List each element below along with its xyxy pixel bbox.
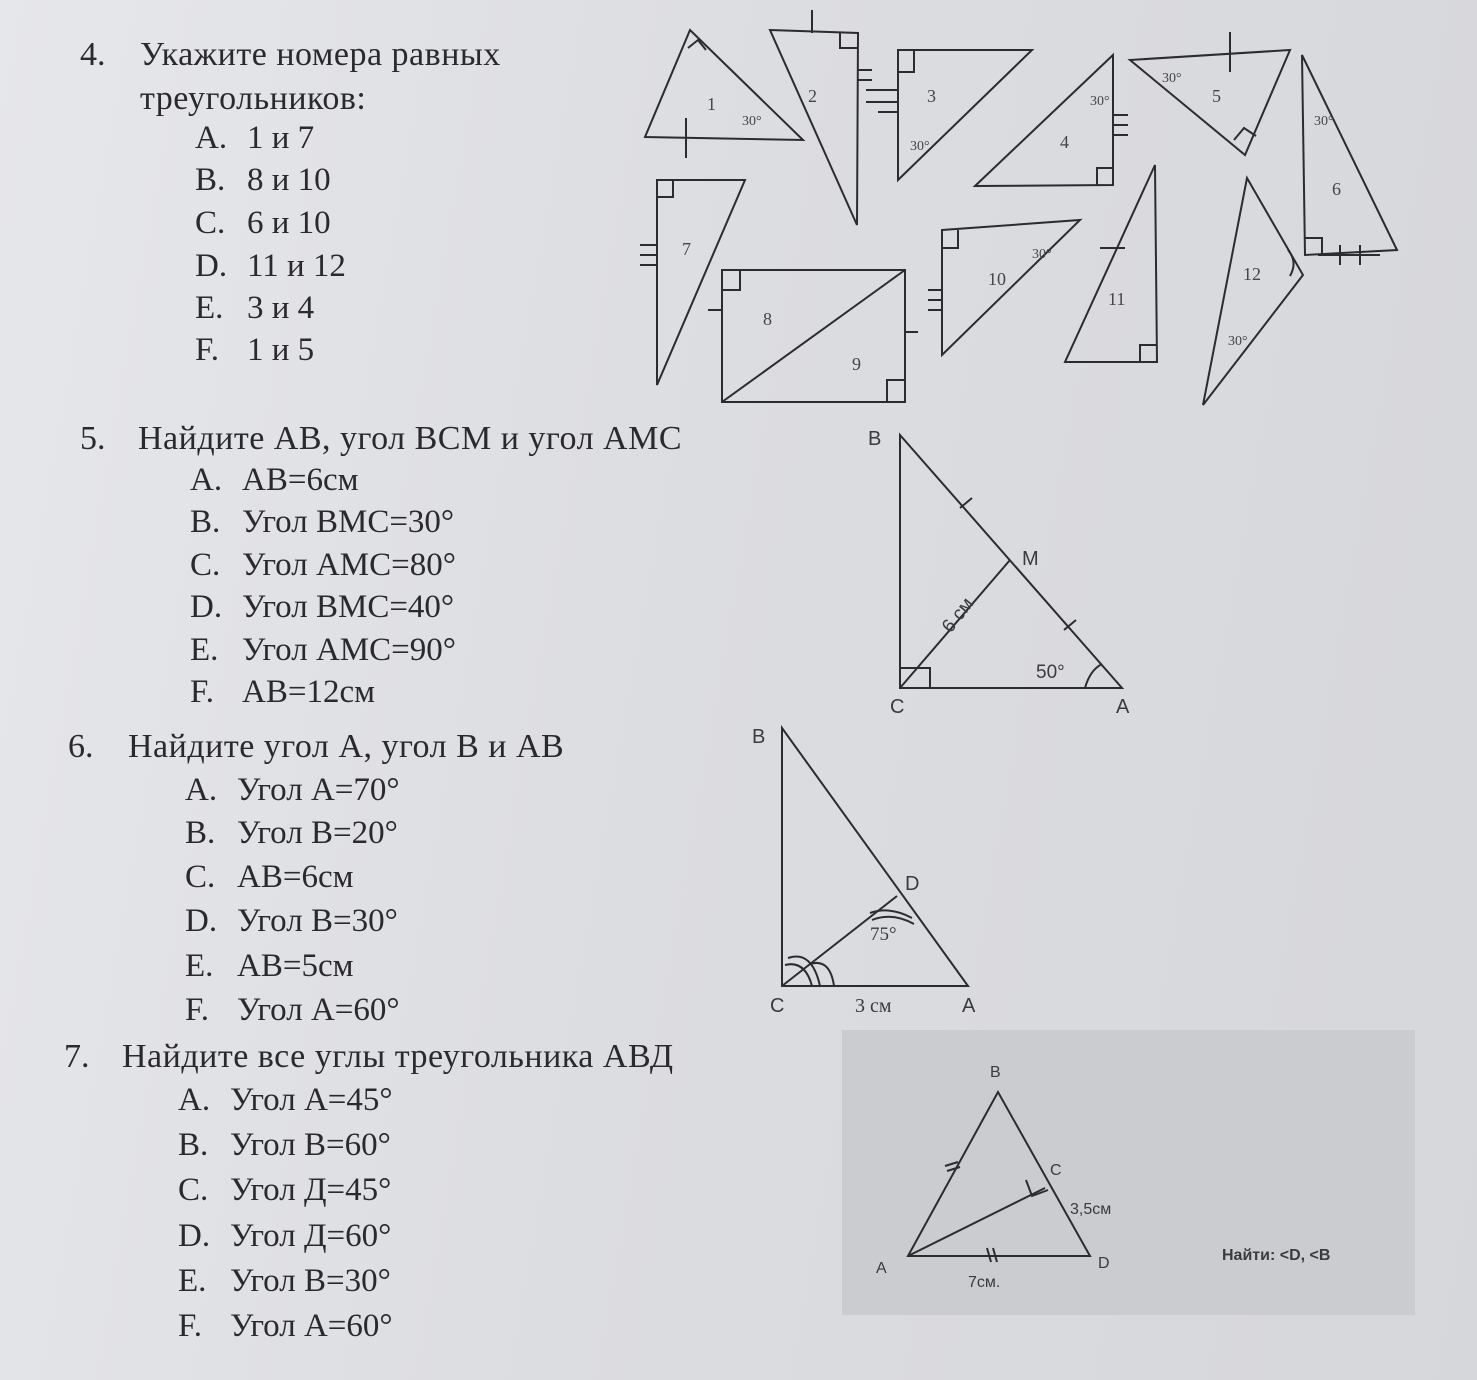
question-4-number: 4.	[80, 36, 106, 73]
option-text: Угол В=30°	[230, 1263, 391, 1299]
right-angle-mark	[1305, 238, 1322, 255]
triangle-5	[1130, 50, 1290, 155]
fig5-label-A: A	[1116, 696, 1130, 718]
option-text: Угол А=45°	[230, 1082, 393, 1118]
option-text: 11 и 12	[247, 248, 346, 284]
option-letter: C.	[195, 205, 226, 241]
option-letter: E.	[195, 290, 224, 326]
question-4-title-line1: Укажите номера равных	[140, 36, 501, 73]
option-text: 6 и 10	[247, 205, 331, 241]
option-letter: F.	[190, 674, 214, 710]
option-letter: F.	[185, 992, 209, 1028]
fig6-label-B: B	[752, 726, 766, 748]
question-5-title: Найдите AB, угол BCM и угол AMC	[138, 420, 682, 457]
option-letter: A.	[185, 772, 218, 808]
option-letter: A.	[195, 120, 228, 156]
option-letter: B.	[185, 815, 216, 851]
fig5-label-C: C	[890, 696, 905, 718]
fig7-label-A: A	[876, 1260, 887, 1277]
option-text: Угол AMC=80°	[242, 547, 456, 583]
option-letter: D.	[178, 1218, 211, 1254]
fig4-label-12: 12	[1243, 264, 1261, 284]
fig4-angle-10: 30°	[1032, 247, 1052, 262]
fig4-label-9: 9	[852, 354, 861, 374]
option-text: Угол А=60°	[230, 1308, 393, 1344]
option-letter: C.	[185, 859, 216, 895]
figure-5-triangle	[900, 435, 1122, 688]
option-letter: B.	[178, 1127, 209, 1163]
question-6-number: 6.	[68, 728, 94, 765]
fig4-label-3: 3	[927, 86, 936, 106]
question-7-number: 7.	[64, 1038, 90, 1075]
right-angle-mark	[898, 50, 914, 72]
right-angle-mark	[657, 180, 673, 197]
option-text: 8 и 10	[247, 162, 331, 198]
option-letter: B.	[195, 162, 226, 198]
fig4-angle-12: 30°	[1228, 334, 1248, 349]
option-text: 3 и 4	[247, 290, 315, 326]
option-letter: D.	[185, 903, 218, 939]
option-text: 1 и 5	[247, 332, 315, 368]
option-text: Угол A=70°	[237, 772, 400, 808]
right-angle-mark	[840, 33, 857, 48]
triangle-4	[975, 55, 1113, 186]
option-text: Угол B=20°	[237, 815, 398, 851]
right-angle-mark	[1097, 168, 1113, 185]
fig4-angle-1: 30°	[742, 114, 762, 129]
fig4-label-4: 4	[1060, 132, 1069, 152]
option-letter: D.	[190, 589, 223, 625]
right-angle-mark	[688, 40, 706, 50]
fig6-label-C: C	[770, 995, 785, 1017]
option-text: AB=5см	[237, 948, 354, 984]
right-angle-mark	[1140, 345, 1157, 362]
option-letter: E.	[185, 948, 214, 984]
triangle-1	[645, 30, 803, 140]
fig7-label-D: D	[1098, 1255, 1110, 1272]
fig4-label-8: 8	[763, 309, 772, 329]
option-text: AB=6см	[242, 462, 359, 498]
question-7-title: Найдите все углы треугольника АВД	[122, 1038, 674, 1075]
option-letter: D.	[195, 248, 228, 284]
fig7-length-cd: 3,5см	[1070, 1201, 1112, 1218]
option-text: Угол BMC=40°	[242, 589, 455, 625]
fig6-label-A: A	[962, 995, 976, 1017]
option-letter: A.	[190, 462, 223, 498]
triangle-3	[898, 50, 1032, 180]
fig6-label-D: D	[905, 873, 920, 895]
fig4-label-2: 2	[808, 86, 817, 106]
fig4-label-5: 5	[1212, 86, 1221, 106]
fig4-angle-5: 30°	[1162, 71, 1182, 86]
fig6-angle: 75°	[870, 924, 897, 945]
triangle-6	[1302, 55, 1397, 255]
triangle-10	[942, 220, 1080, 355]
triangle-12	[1203, 178, 1303, 405]
fig5-label-B: B	[868, 428, 882, 450]
fig4-label-7: 7	[682, 239, 691, 259]
figure-4-triangles	[640, 10, 1397, 405]
fig4-label-6: 6	[1332, 179, 1341, 199]
option-letter: F.	[195, 332, 219, 368]
question-6-title: Найдите угол A, угол B и AB	[128, 728, 565, 765]
angle-arc	[1288, 250, 1294, 276]
option-letter: E.	[178, 1263, 207, 1299]
option-letter: C.	[178, 1172, 209, 1208]
option-text: AB=12см	[242, 674, 375, 710]
fig7-label-C: C	[1050, 1162, 1062, 1179]
option-text: 1 и 7	[247, 120, 315, 156]
triangle-7	[657, 180, 745, 385]
fig4-label-11: 11	[1108, 289, 1126, 309]
fig5-label-M: M	[1022, 548, 1039, 570]
fig7-length-ad: 7см.	[968, 1274, 1001, 1291]
question-4-title-line2: треугольников:	[140, 80, 367, 117]
option-text: Угол B=30°	[237, 903, 398, 939]
fig4-label-10: 10	[988, 269, 1006, 289]
figure-7-triangle	[908, 1092, 1090, 1262]
fig5-length: 6 см	[937, 593, 979, 637]
option-text: Угол AMC=90°	[242, 632, 456, 668]
question-5-number: 5.	[80, 420, 106, 457]
fig4-angle-3: 30°	[910, 139, 930, 154]
option-text: Угол A=60°	[237, 992, 400, 1028]
option-letter: B.	[190, 504, 221, 540]
option-text: Угол В=60°	[230, 1127, 391, 1163]
option-text: Угол Д=45°	[230, 1172, 392, 1208]
fig4-angle-6: 30°	[1314, 114, 1334, 129]
fig7-find-note: Найти: <D, <B	[1222, 1247, 1331, 1264]
option-letter: A.	[178, 1082, 211, 1118]
triangle-2	[770, 30, 858, 225]
fig4-label-1: 1	[707, 94, 716, 114]
fig4-angle-4: 30°	[1090, 94, 1110, 109]
option-text: Угол Д=60°	[230, 1218, 392, 1254]
fig6-length: 3 см	[855, 995, 892, 1017]
option-letter: E.	[190, 632, 219, 668]
fig7-label-B: B	[990, 1064, 1001, 1081]
fig5-angle: 50°	[1036, 662, 1065, 683]
option-letter: F.	[178, 1308, 202, 1344]
option-letter: C.	[190, 547, 221, 583]
right-angle-mark	[942, 230, 958, 248]
triangle-11	[1065, 165, 1157, 362]
figure-6-triangle	[782, 728, 968, 986]
option-text: AB=6см	[237, 859, 354, 895]
option-text: Угол BMC=30°	[242, 504, 455, 540]
